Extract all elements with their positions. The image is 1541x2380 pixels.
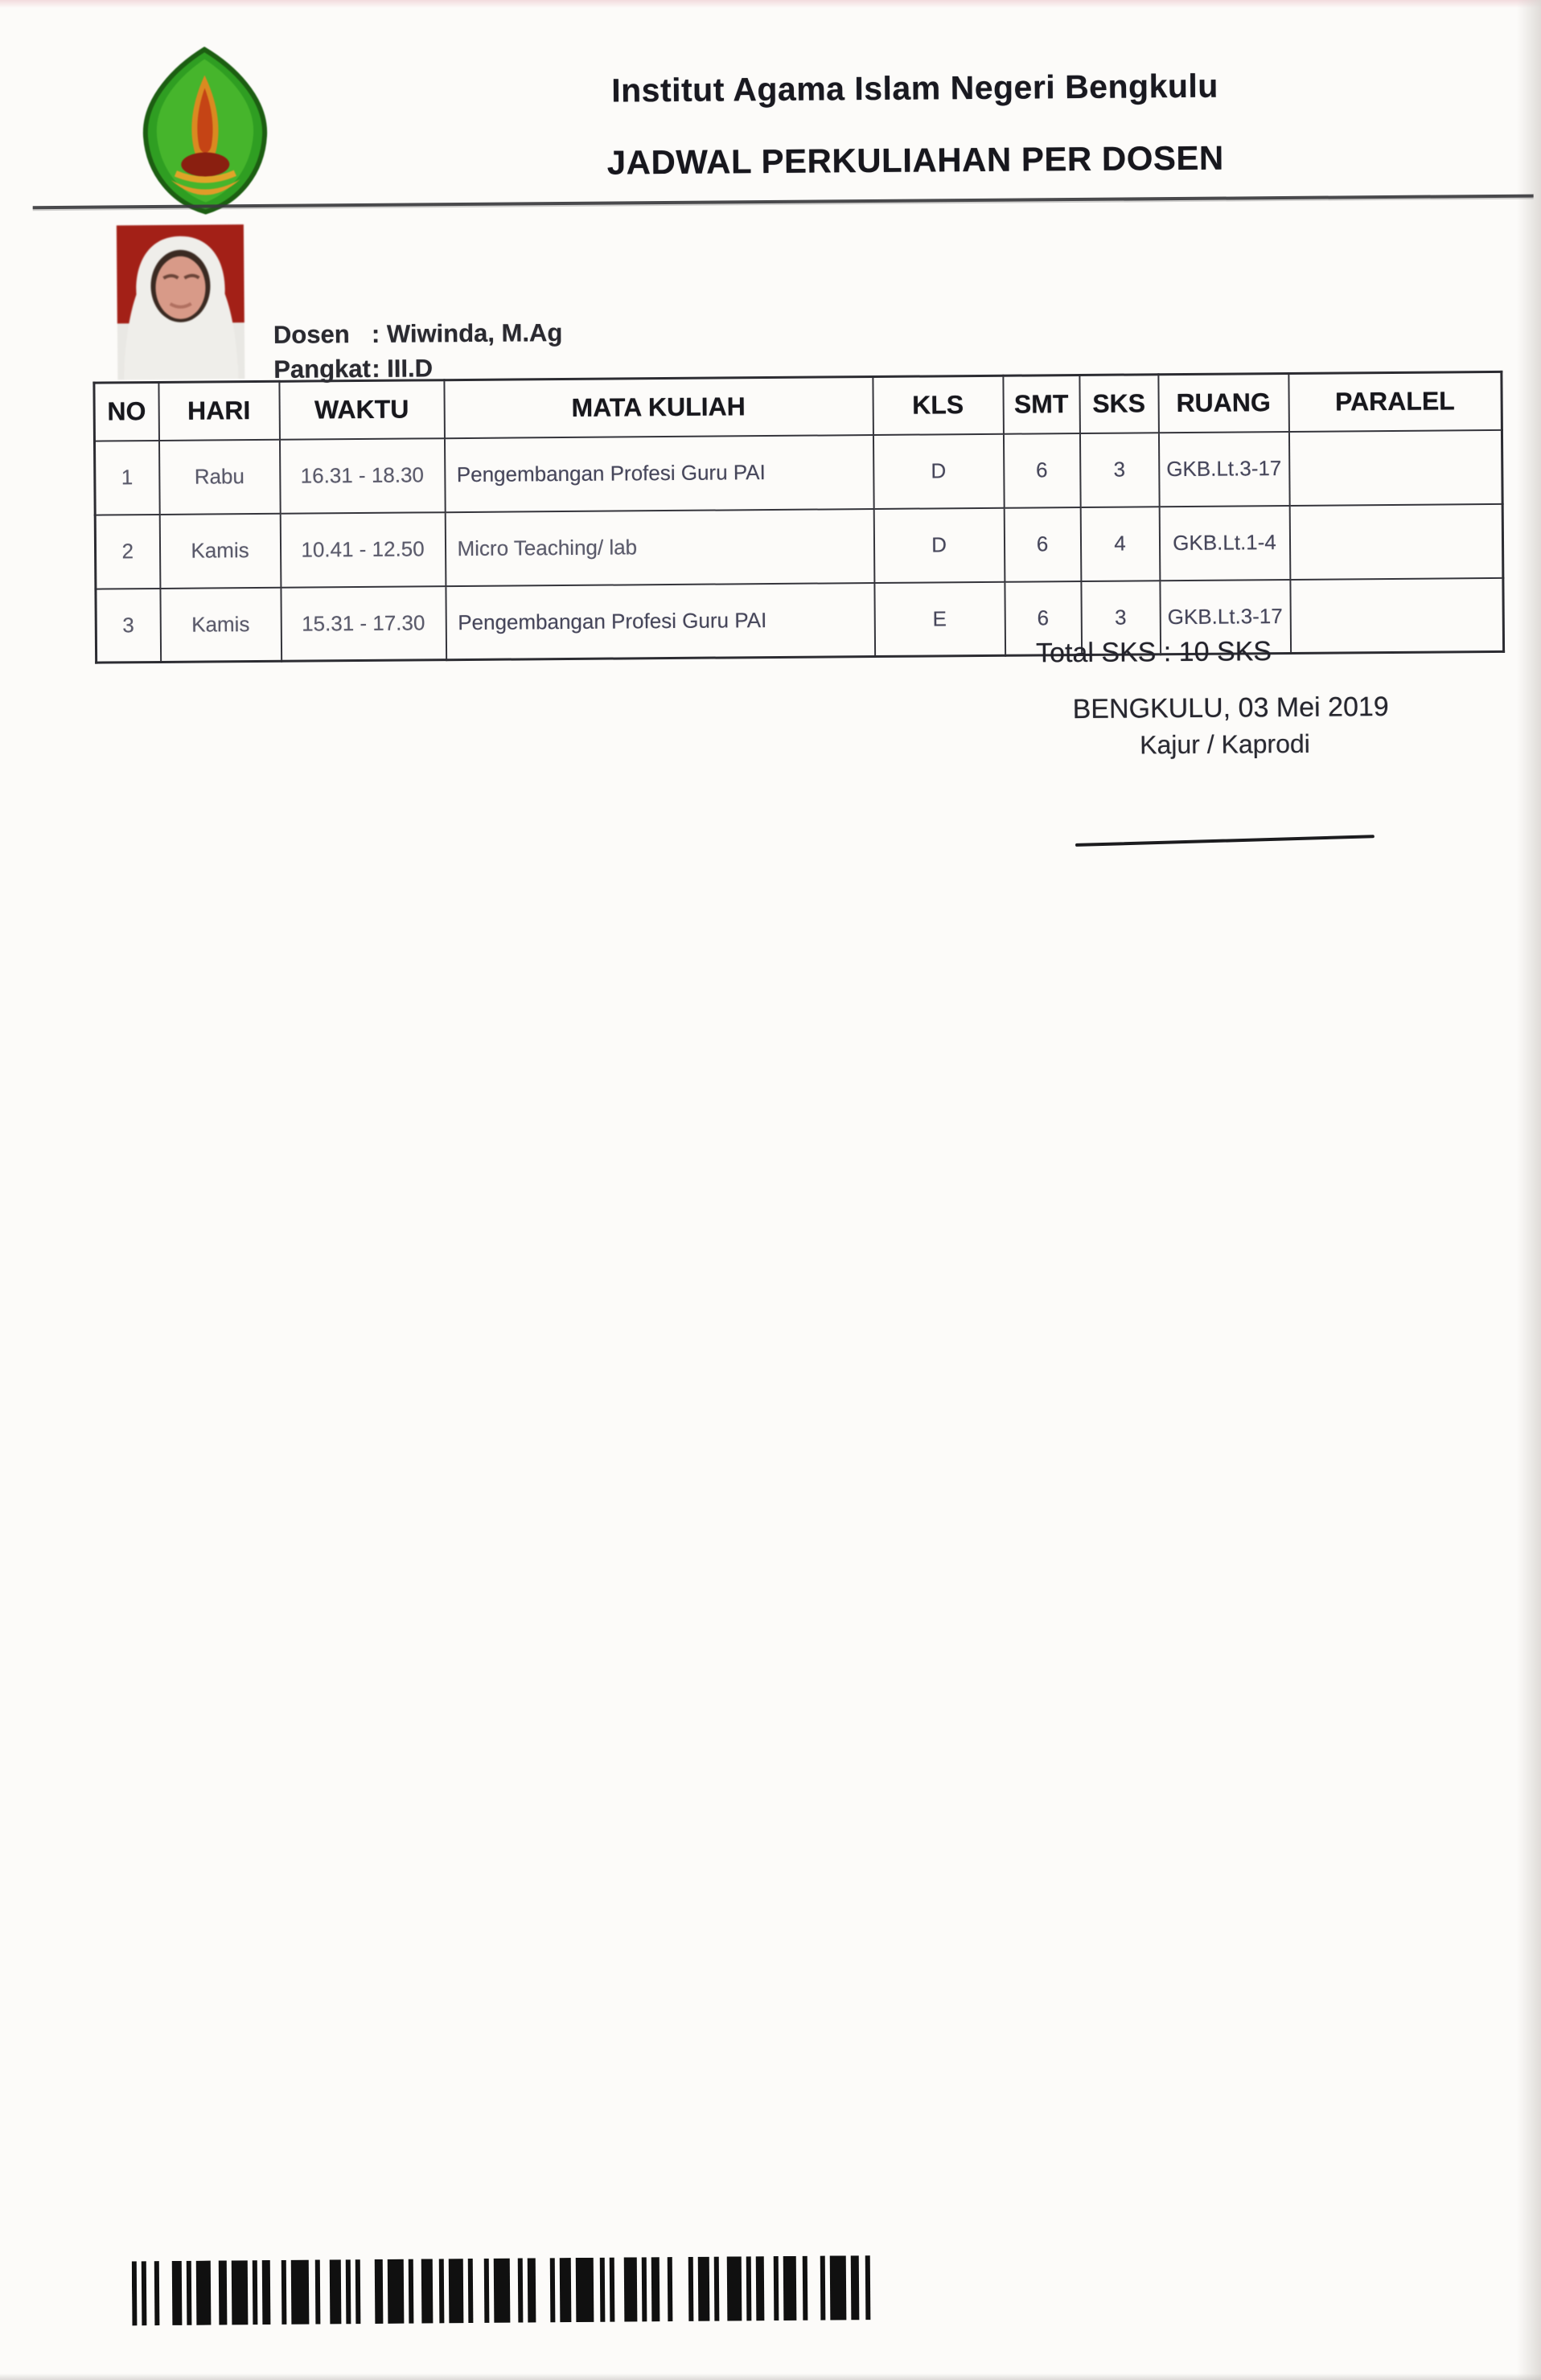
cell-mata-kuliah: Pengembangan Profesi Guru PAI bbox=[444, 435, 873, 512]
col-header-smt: SMT bbox=[1003, 375, 1080, 434]
cell-ruang: GKB.Lt.3-17 bbox=[1158, 431, 1289, 506]
signatory-role: Kajur / Kaprodi bbox=[1140, 728, 1310, 760]
table-row bbox=[95, 503, 1503, 589]
page-title: JADWAL PERKULIAHAN PER DOSEN bbox=[606, 138, 1224, 182]
cell-waktu: 16.31 - 18.30 bbox=[279, 438, 445, 514]
col-header-sks: SKS bbox=[1079, 375, 1159, 433]
pangkat-value: : III.D bbox=[372, 354, 434, 383]
cell-paralel bbox=[1289, 503, 1503, 579]
col-header-mata-kuliah: MATA KULIAH bbox=[444, 377, 873, 438]
signature-line bbox=[1075, 835, 1375, 847]
cell-mata-kuliah: Pengembangan Profesi Guru PAI bbox=[446, 583, 875, 660]
cell-hari: Kamis bbox=[159, 513, 281, 588]
cell-no: 2 bbox=[95, 514, 160, 589]
cell-hari: Rabu bbox=[158, 439, 280, 514]
cell-kls: D bbox=[873, 433, 1004, 508]
cell-sks: 3 bbox=[1081, 581, 1161, 655]
cell-kls: E bbox=[874, 581, 1005, 656]
cell-smt: 6 bbox=[1003, 433, 1080, 508]
place-date: BENGKULU, 03 Mei 2019 bbox=[1072, 691, 1389, 725]
lecturer-info bbox=[273, 315, 563, 387]
cell-waktu: 15.31 - 17.30 bbox=[281, 586, 446, 662]
cell-no: 3 bbox=[96, 588, 161, 663]
cell-kls: D bbox=[873, 507, 1005, 582]
lecturer-photo bbox=[117, 224, 245, 380]
institution-logo-icon bbox=[125, 44, 286, 216]
table-row bbox=[96, 577, 1504, 663]
cell-hari: Kamis bbox=[160, 587, 281, 662]
col-header-ruang: RUANG bbox=[1158, 373, 1289, 432]
cell-smt: 6 bbox=[1005, 581, 1082, 655]
table-header-row bbox=[94, 371, 1502, 441]
pangkat-label: Pangkat bbox=[273, 354, 372, 384]
dosen-value: : Wiwinda, M.Ag bbox=[371, 318, 563, 348]
col-header-no: NO bbox=[94, 382, 159, 441]
col-header-kls: KLS bbox=[873, 375, 1004, 434]
total-sks: Total SKS : 10 SKS bbox=[1035, 636, 1272, 669]
cell-mata-kuliah: Micro Teaching/ lab bbox=[445, 509, 874, 586]
cell-sks: 4 bbox=[1080, 507, 1160, 581]
barcode bbox=[132, 2255, 885, 2327]
col-header-hari: HARI bbox=[158, 381, 280, 440]
cell-paralel bbox=[1290, 577, 1504, 653]
cell-waktu: 10.41 - 12.50 bbox=[280, 512, 446, 588]
cell-ruang: GKB.Lt.1-4 bbox=[1159, 505, 1290, 580]
cell-ruang: GKB.Lt.3-17 bbox=[1160, 579, 1291, 654]
dosen-label: Dosen bbox=[273, 320, 350, 349]
table-row bbox=[94, 429, 1502, 515]
cell-sks: 3 bbox=[1079, 433, 1159, 507]
cell-no: 1 bbox=[94, 440, 159, 515]
schedule-table bbox=[92, 371, 1505, 664]
cell-paralel bbox=[1288, 429, 1502, 505]
col-header-waktu: WAKTU bbox=[279, 380, 445, 440]
cell-smt: 6 bbox=[1004, 507, 1081, 581]
col-header-paralel: PARALEL bbox=[1288, 371, 1502, 431]
institution-name: Institut Agama Islam Negeri Bengkulu bbox=[611, 67, 1219, 109]
